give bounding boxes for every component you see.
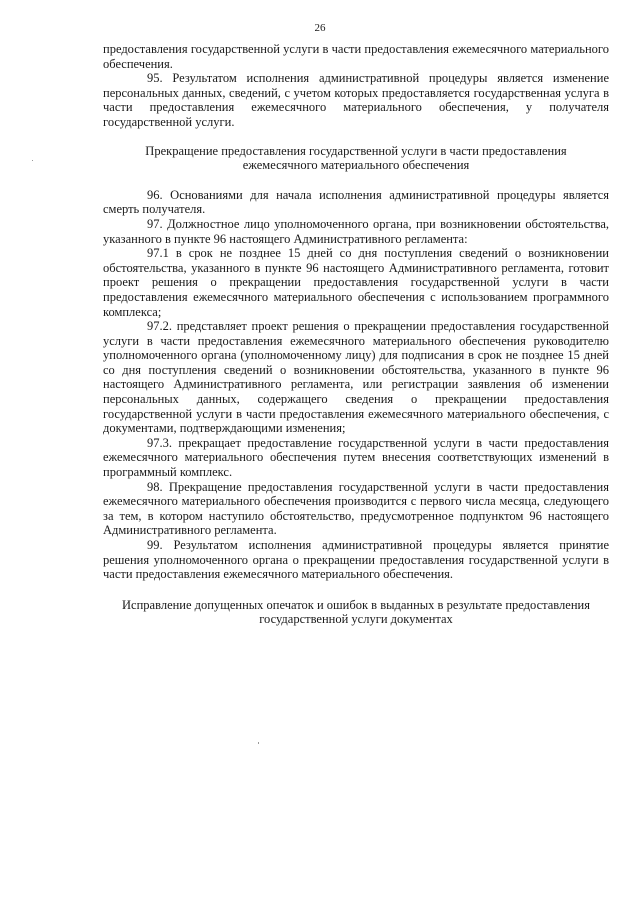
scan-artifact-mark: [258, 742, 259, 744]
paragraph-continuation: предоставления государственной услуги в части предоставления ежемесячного материального обеспечения.: [103, 42, 609, 71]
paragraph-95: 95. Результатом исполнения административной процедуры является изменение персональных данных, сведений, с учетом которых предоставляется государственная услуга в части предоставления ежемесячного материального обеспечения, у получателя государственной услуги.: [103, 71, 609, 129]
paragraph-97-3: 97.3. прекращает предоставление государственной услуги в части предоставления ежемесячного материального обеспечения путем внесения соответствующих изменений в программный комплекс.: [103, 435, 609, 480]
section-heading-corrections: Исправление допущенных опечаток и ошибок в выданных в результате предоставления государственной услуги документах: [122, 597, 590, 627]
page-content: [103, 42, 609, 627]
paragraph-96: 96. Основаниями для начала исполнения административной процедуры является смерть получателя.: [103, 187, 609, 217]
paragraph-97: 97. Должностное лицо уполномоченного органа, при возникновении обстоятельства, указанного в пункте 96 настоящего Административного регламента:: [103, 216, 609, 246]
scan-artifact-mark: [32, 160, 33, 161]
paragraph-99: 99. Результатом исполнения административной процедуры является принятие решения уполномоченного органа о прекращении предоставления государственной услуги в части предоставления ежемесячного материального обеспечения.: [103, 538, 609, 582]
page-number: 26: [314, 22, 326, 34]
paragraph-97-1: 97.1 в срок не позднее 15 дней со дня поступления сведений о возникновении обстоятельства, указанного в пункте 96 настоящего Административного регламента, готовит проект решения о прекращении предоставления государственной услуги в части предоставления ежемесячного материального обеспечения с использованием программного комплекса;: [103, 246, 609, 319]
paragraph-98: 98. Прекращение предоставления государственной услуги в части предоставления ежемесячного материального обеспечения производится с первого числа месяца, следующего за тем, в котором наступило обстоятельство, предусмотренное подпунктом 96 настоящего Административного регламента.: [103, 479, 609, 538]
paragraph-97-2: 97.2. представляет проект решения о прекращении предоставления государственной услуги в части предоставления ежемесячного материального обеспечения руководителю уполномоченного органа (уполномоченному лицу) для подписания в срок не позднее 15 дней со дня поступления сведений о возникновении обстоятельства, указанного в пункте 96 настоящего Административного регламента, или регистрации заявления об изменении персональных данных, содержащего сведения о прекращении предоставления государственной услуги в части предоставления ежемесячного материального обеспечения, с документами, подтверждающими изменения;: [103, 319, 609, 436]
section-heading-termination: Прекращение предоставления государственной услуги в части предоставления ежемесячного материального обеспечения: [145, 143, 567, 173]
